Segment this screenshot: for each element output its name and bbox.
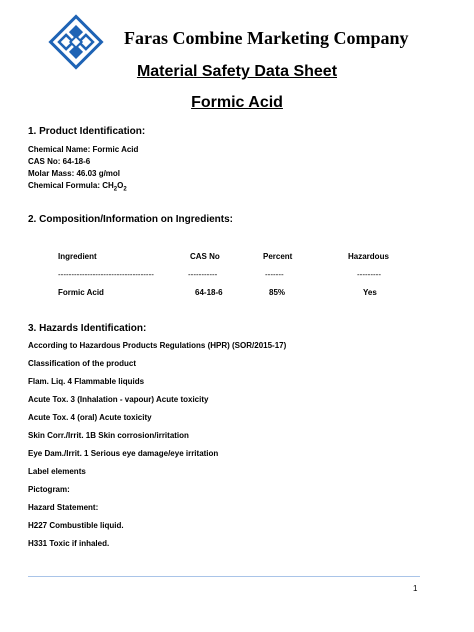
document-title <box>0 63 474 81</box>
document-title-text: Material Safety Data Sheet <box>136 63 338 80</box>
divider-percent: ------- <box>265 270 284 279</box>
column-header-ingredient: Ingredient <box>58 252 97 261</box>
formula-subscript-2: 2 <box>123 186 127 193</box>
molar-mass-line: Molar Mass: 46.03 g/mol <box>28 169 121 178</box>
hazard-line-eye: Eye Dam./Irrit. 1 Serious eye damage/eye irritation <box>28 449 219 458</box>
hazard-line-skin: Skin Corr./Irrit. 1B Skin corrosion/irritation <box>28 431 189 440</box>
section3-heading: 3. Hazards Identification: <box>28 323 147 334</box>
section2-heading: 2. Composition/Information on Ingredients: <box>28 214 233 225</box>
table-cell-percent: 85% <box>269 288 286 297</box>
hazard-line-regulation: According to Hazardous Products Regulations (HPR) (SOR/2015-17) <box>28 341 287 350</box>
cas-number-line: CAS No: 64-18-6 <box>28 157 91 166</box>
hazard-line-classification: Classification of the product <box>28 359 137 368</box>
table-cell-cas: 64-18-6 <box>195 288 223 297</box>
formula-label: Chemical Formula: CH <box>28 181 114 190</box>
column-header-cas: CAS No <box>190 252 220 261</box>
product-title-text: Formic Acid <box>191 94 283 111</box>
hazard-line-label-elements: Label elements <box>28 467 86 476</box>
section1-heading: 1. Product Identification: <box>28 126 146 137</box>
table-cell-ingredient: Formic Acid <box>58 288 104 297</box>
product-title <box>0 94 474 112</box>
company-name: Faras Combine Marketing Company <box>124 28 409 48</box>
hazard-line-h227: H227 Combustible liquid. <box>28 521 124 530</box>
hazard-line-h331: H331 Toxic if inhaled. <box>28 539 110 548</box>
hazard-line-pictogram: Pictogram: <box>28 485 70 494</box>
column-header-hazardous: Hazardous <box>348 252 389 261</box>
column-header-percent: Percent <box>263 252 293 261</box>
formula-subscript-1: 2 <box>113 186 118 193</box>
table-cell-hazardous: Yes <box>363 288 377 297</box>
hazard-line-acute-oral: Acute Tox. 4 (oral) Acute toxicity <box>28 413 152 422</box>
divider-cas: ----------- <box>188 270 218 279</box>
chemical-formula-line <box>28 181 127 193</box>
formula-middle: O <box>117 181 124 190</box>
divider-ingredient: ------------------------------------ <box>58 270 154 279</box>
hazard-line-flammable: Flam. Liq. 4 Flammable liquids <box>28 377 145 386</box>
hazard-line-acute-inhalation: Acute Tox. 3 (Inhalation - vapour) Acute toxicity <box>28 395 209 404</box>
page-number: 1 <box>413 584 418 593</box>
footer-rule <box>28 576 420 577</box>
divider-hazardous: --------- <box>357 270 381 279</box>
hazard-line-statement: Hazard Statement: <box>28 503 99 512</box>
chemical-name-line: Chemical Name: Formic Acid <box>28 145 139 154</box>
company-logo-icon <box>48 14 104 70</box>
